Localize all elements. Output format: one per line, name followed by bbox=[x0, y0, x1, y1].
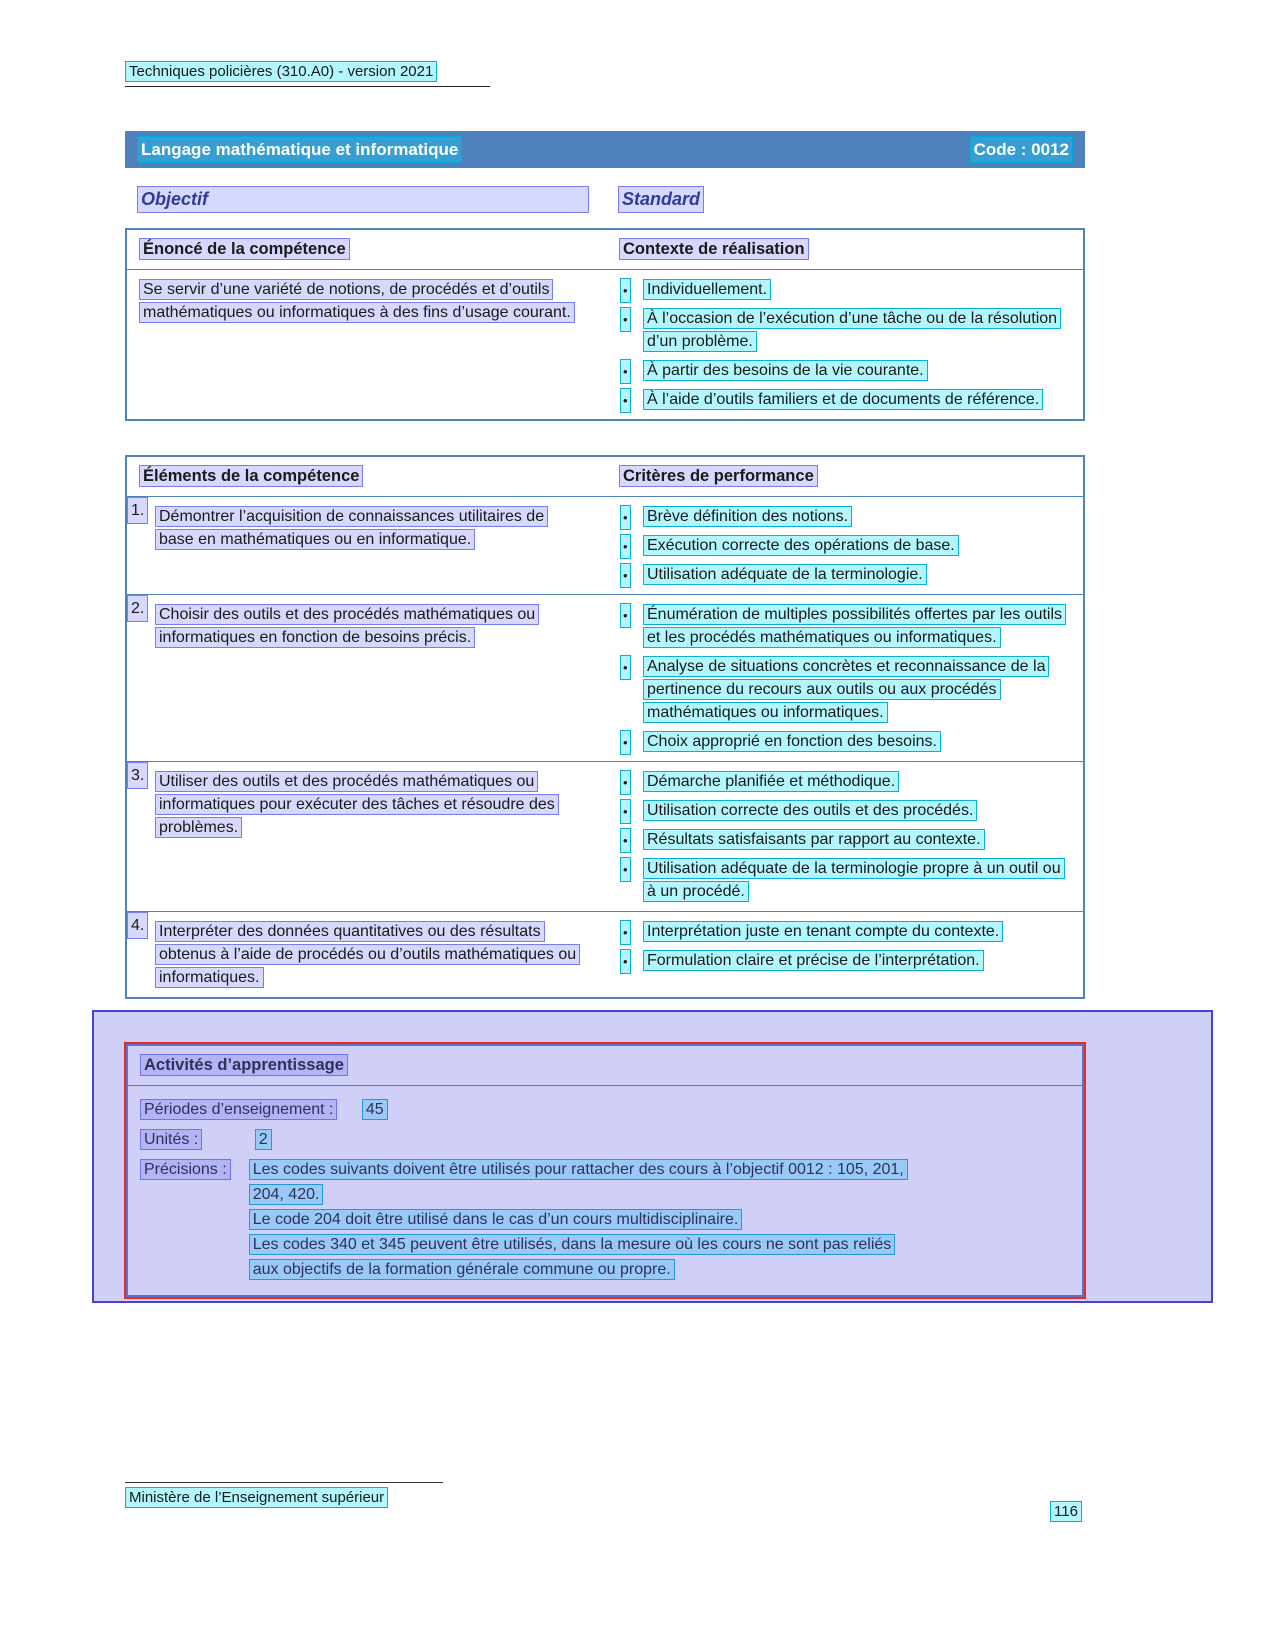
context-list bbox=[617, 278, 1071, 411]
periodes-value: 45 bbox=[362, 1099, 388, 1120]
competence-table bbox=[125, 228, 1085, 421]
criterion-text: Analyse de situations concrètes et reconnaissance de la pertinence du recours aux outils ou aux procédés mathématiques ou informatiques. bbox=[643, 656, 1049, 723]
competence-right-header-cell bbox=[607, 230, 1083, 269]
element-text: Interpréter des données quantitatives ou des résultats obtenus à l’aide de procédés ou d’outils mathématiques ou informatiques. bbox=[155, 921, 580, 988]
competence-table-header bbox=[127, 230, 1083, 270]
bullet-icon: • bbox=[620, 920, 631, 945]
list-item bbox=[617, 730, 1071, 753]
periodes-label: Périodes d’enseignement : bbox=[140, 1099, 337, 1120]
list-item bbox=[617, 857, 1071, 903]
list-item bbox=[617, 388, 1071, 411]
bullet-icon: • bbox=[620, 857, 631, 882]
list-item bbox=[617, 920, 1071, 943]
criteria-cell bbox=[607, 497, 1083, 594]
element-row bbox=[127, 911, 1083, 997]
list-item bbox=[617, 949, 1071, 972]
page-header bbox=[125, 60, 490, 87]
bullet-icon: • bbox=[620, 799, 631, 824]
element-cell bbox=[127, 912, 607, 997]
context-item-text: À l’aide d’outils familiers et de documents de référence. bbox=[643, 389, 1043, 410]
precision-line bbox=[249, 1208, 908, 1232]
bullet-icon: • bbox=[620, 603, 631, 628]
activities-title-row bbox=[128, 1046, 1082, 1086]
criteria-list bbox=[617, 603, 1071, 753]
competence-statement-cell bbox=[127, 270, 607, 419]
precision-line-text: 204, 420. bbox=[249, 1184, 324, 1205]
element-text: Choisir des outils et des procédés mathématiques ou informatiques en fonction de besoins précis. bbox=[155, 604, 539, 648]
precision-line bbox=[249, 1183, 908, 1207]
context-item-text: Individuellement. bbox=[643, 279, 771, 300]
criteria-cell bbox=[607, 595, 1083, 761]
precision-line-text: Les codes suivants doivent être utilisés pour rattacher des cours à l’objectif 0012 : 105, 201, bbox=[249, 1159, 908, 1180]
bullet-icon: • bbox=[620, 278, 631, 303]
unites-label: Unités : bbox=[140, 1129, 202, 1150]
activities-title: Activités d’apprentissage bbox=[140, 1054, 348, 1076]
page-number: 116 bbox=[1050, 1500, 1082, 1523]
criterion-text: Interprétation juste en tenant compte du contexte. bbox=[643, 921, 1003, 942]
element-row bbox=[127, 594, 1083, 761]
list-item bbox=[617, 770, 1071, 793]
criterion-text: Utilisation correcte des outils et des procédés. bbox=[643, 800, 977, 821]
criterion-text: Résultats satisfaisants par rapport au contexte. bbox=[643, 829, 985, 850]
precision-line-text: Les codes 340 et 345 peuvent être utilisés, dans la mesure où les cours ne sont pas reliés bbox=[249, 1234, 896, 1255]
context-item-text: À partir des besoins de la vie courante. bbox=[643, 360, 928, 381]
element-number: 1. bbox=[127, 497, 148, 524]
criteria-cell bbox=[607, 762, 1083, 911]
elements-left-header: Éléments de la compétence bbox=[139, 465, 363, 487]
objectif-heading: Objectif bbox=[137, 186, 589, 213]
context-item-text: À l’occasion de l’exécution d’une tâche ou de la résolution d’un problème. bbox=[643, 308, 1061, 352]
precisions-label: Précisions : bbox=[140, 1159, 231, 1180]
activities-periodes-row bbox=[140, 1098, 1070, 1122]
list-item bbox=[617, 563, 1071, 586]
criteria-list bbox=[617, 920, 1071, 972]
list-item bbox=[617, 799, 1071, 822]
precisions-lines bbox=[249, 1158, 908, 1283]
list-item bbox=[617, 505, 1071, 528]
bullet-icon: • bbox=[620, 534, 631, 559]
bullet-icon: • bbox=[620, 655, 631, 680]
element-row bbox=[127, 497, 1083, 594]
criteria-list bbox=[617, 770, 1071, 903]
precision-line bbox=[249, 1158, 908, 1182]
bullet-icon: • bbox=[620, 949, 631, 974]
element-cell bbox=[127, 762, 607, 911]
competence-left-header: Énoncé de la compétence bbox=[139, 238, 350, 260]
precision-line-text: Le code 204 doit être utilisé dans le cas d’un cours multidisciplinaire. bbox=[249, 1209, 743, 1230]
activities-body bbox=[128, 1086, 1082, 1295]
footer-text: Ministère de l’Enseignement supérieur bbox=[125, 1487, 388, 1508]
bullet-icon: • bbox=[620, 505, 631, 530]
bullet-icon: • bbox=[620, 828, 631, 853]
elements-left-header-cell bbox=[127, 457, 607, 496]
competence-left-header-cell bbox=[127, 230, 607, 269]
precision-line bbox=[249, 1258, 908, 1282]
page-footer bbox=[125, 1482, 443, 1509]
activities-unites-row bbox=[140, 1128, 1070, 1152]
element-number: 2. bbox=[127, 595, 148, 622]
criterion-text: Choix approprié en fonction des besoins. bbox=[643, 731, 941, 752]
list-item bbox=[617, 359, 1071, 382]
competence-context-cell bbox=[607, 270, 1083, 419]
activities-precisions-row bbox=[140, 1158, 1070, 1283]
list-item bbox=[617, 278, 1071, 301]
criterion-text: Brève définition des notions. bbox=[643, 506, 852, 527]
bullet-icon: • bbox=[620, 563, 631, 588]
bullet-icon: • bbox=[620, 730, 631, 755]
list-item bbox=[617, 655, 1071, 724]
criterion-text: Utilisation adéquate de la terminologie propre à un outil ou à un procédé. bbox=[643, 858, 1065, 902]
standard-heading: Standard bbox=[618, 186, 704, 213]
element-cell bbox=[127, 497, 607, 594]
element-text: Démontrer l’acquisition de connaissances utilitaires de base en mathématiques ou en informatique. bbox=[155, 506, 548, 550]
list-item bbox=[617, 603, 1071, 649]
element-cell bbox=[127, 595, 607, 761]
headings-row bbox=[125, 186, 1085, 216]
bullet-icon: • bbox=[620, 307, 631, 332]
criteria-list bbox=[617, 505, 1071, 586]
elements-table-header bbox=[127, 457, 1083, 497]
activities-section bbox=[126, 1044, 1084, 1297]
criterion-text: Utilisation adéquate de la terminologie. bbox=[643, 564, 927, 585]
title-bar-title: Langage mathématique et informatique bbox=[137, 136, 462, 163]
criterion-text: Exécution correcte des opérations de base. bbox=[643, 535, 959, 556]
header-text: Techniques policières (310.A0) - version 2021 bbox=[125, 61, 437, 82]
criteria-cell bbox=[607, 912, 1083, 997]
title-bar-code: Code : 0012 bbox=[970, 136, 1073, 163]
criterion-text: Démarche planifiée et méthodique. bbox=[643, 771, 899, 792]
activities-table bbox=[126, 1044, 1084, 1297]
precision-line bbox=[249, 1233, 908, 1257]
element-number: 3. bbox=[127, 762, 148, 789]
precision-line-text: aux objectifs de la formation générale commune ou propre. bbox=[249, 1259, 675, 1280]
element-text: Utiliser des outils et des procédés mathématiques ou informatiques pour exécuter des tâches et résoudre des problèmes. bbox=[155, 771, 559, 838]
unites-value: 2 bbox=[255, 1129, 272, 1150]
list-item bbox=[617, 534, 1071, 557]
competence-statement: Se servir d’une variété de notions, de procédés et d’outils mathématiques ou informatiques à des fins d’usage courant. bbox=[139, 279, 575, 323]
bullet-icon: • bbox=[620, 388, 631, 413]
elements-right-header-cell bbox=[607, 457, 1083, 496]
list-item bbox=[617, 307, 1071, 353]
bullet-icon: • bbox=[620, 359, 631, 384]
precisions-label-cell bbox=[140, 1158, 231, 1283]
elements-table bbox=[125, 455, 1085, 999]
title-bar bbox=[125, 131, 1085, 168]
element-number: 4. bbox=[127, 912, 148, 939]
criterion-text: Formulation claire et précise de l’interprétation. bbox=[643, 950, 984, 971]
list-item bbox=[617, 828, 1071, 851]
elements-right-header: Critères de performance bbox=[619, 465, 818, 487]
criterion-text: Énumération de multiples possibilités offertes par les outils et les procédés mathématiques ou informatiques. bbox=[643, 604, 1066, 648]
competence-right-header: Contexte de réalisation bbox=[619, 238, 809, 260]
competence-body-row bbox=[127, 270, 1083, 419]
bullet-icon: • bbox=[620, 770, 631, 795]
element-row bbox=[127, 761, 1083, 911]
